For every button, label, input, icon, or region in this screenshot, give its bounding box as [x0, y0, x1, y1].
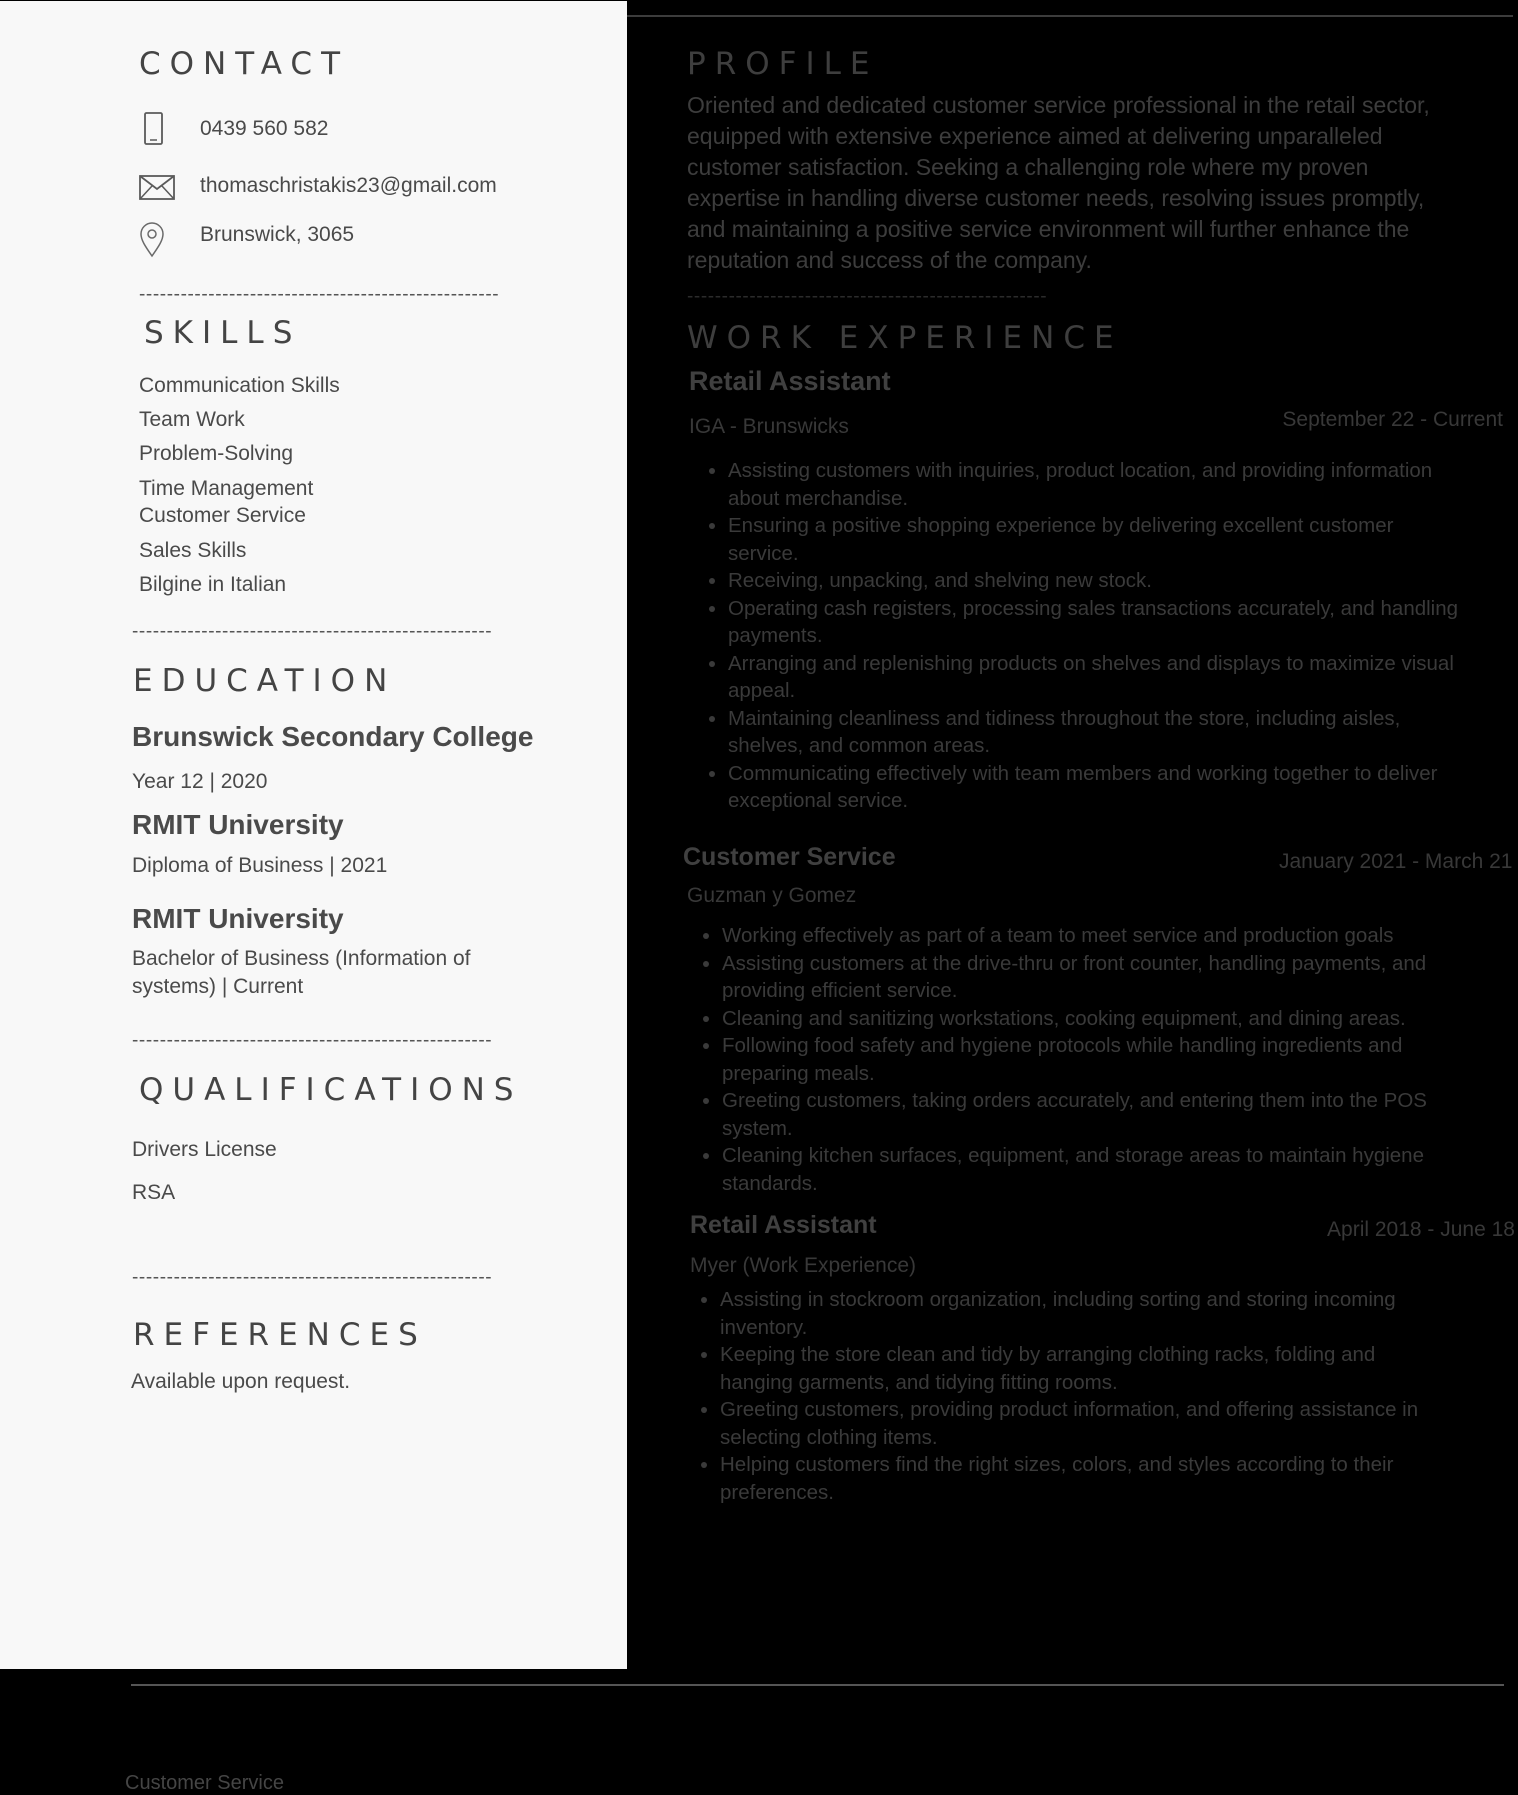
job-bullet: • Greeting customers, taking orders accurately, and entering them into the POS system. [722, 1087, 1518, 1142]
education-detail: Bachelor of Business (Information of [132, 947, 471, 970]
job-bullet: • Maintaining cleanliness and tidiness throughout the store, including aisles, shelves, and common areas. [728, 705, 1518, 760]
job-bullet: • Assisting customers with inquiries, product location, and providing information about merchandise. [728, 457, 1518, 512]
job-bullet: • Following food safety and hygiene protocols while handling ingredients and preparing meals. [722, 1032, 1518, 1087]
profile-heading: PROFILE [687, 46, 879, 82]
job-title: Customer Service [683, 843, 896, 871]
profile-line: and maintaining a positive service environment will further enhance the [687, 216, 1410, 242]
job-company: Myer (Work Experience) [690, 1254, 916, 1277]
job-bullets [688, 457, 1518, 815]
job-bullets [680, 1286, 1518, 1506]
job-dates: January 2021 - March 21 [1279, 850, 1513, 873]
job-dates: September 22 - Current [1282, 408, 1503, 431]
contact-heading: CONTACT [139, 46, 350, 82]
education-school: Brunswick Secondary College [132, 721, 534, 752]
qualification-item: Drivers License [132, 1138, 277, 1161]
job-bullet: • Assisting customers at the drive-thru or front counter, handling payments, and providing efficient service. [722, 950, 1518, 1005]
education-detail: Year 12 | 2020 [132, 770, 268, 793]
skills-heading: SKILLS [144, 315, 302, 351]
job-bullet: • Ensuring a positive shopping experience by delivering excellent customer service. [728, 512, 1518, 567]
footer-text: Customer Service [125, 1772, 284, 1794]
job-title: Retail Assistant [689, 366, 891, 396]
job-bullet: • Keeping the store clean and tidy by arranging clothing racks, folding and hanging garments, and tidying fitting rooms. [720, 1341, 1518, 1396]
skill-item: Communication Skills [139, 374, 340, 397]
job-bullet: • Greeting customers, providing product information, and offering assistance in selecting clothing items. [720, 1396, 1518, 1451]
qualification-item: RSA [132, 1181, 176, 1204]
profile-line: expertise in handling diverse customer needs, resolving issues promptly, [687, 185, 1425, 211]
job-bullet: • Assisting in stockroom organization, including sorting and storing incoming inventory. [720, 1286, 1518, 1341]
profile-divider: ---------------------------------------------------- [687, 286, 1048, 307]
job-company: Guzman y Gomez [687, 884, 857, 907]
education-school: RMIT University [132, 903, 344, 934]
skill-item: Customer Service [139, 504, 306, 527]
profile-summary [687, 90, 1507, 276]
education-divider: ---------------------------------------------------- [132, 1030, 493, 1051]
work-experience-heading: WORK EXPERIENCE [687, 320, 1123, 356]
skill-item: Time Management [139, 477, 314, 500]
qualifications-heading: QUALIFICATIONS [139, 1072, 523, 1108]
bottom-divider-line [131, 1684, 1504, 1686]
profile-line: customer satisfaction. Seeking a challenging role where my proven [687, 154, 1369, 180]
job-bullet: • Communicating effectively with team members and working together to deliver exceptional service. [728, 760, 1518, 815]
job-bullet: • Working effectively as part of a team to meet service and production goals [722, 922, 1518, 950]
job-bullet: • Operating cash registers, processing sales transactions accurately, and handling payments. [728, 595, 1518, 650]
job-bullet: • Helping customers find the right sizes, colors, and styles according to their preferences. [720, 1451, 1518, 1506]
skill-item: Team Work [139, 408, 245, 431]
contact-divider: ---------------------------------------------------- [139, 284, 500, 305]
skills-divider: ---------------------------------------------------- [132, 621, 493, 642]
profile-line: reputation and success of the company. [687, 247, 1092, 273]
references-heading: REFERENCES [133, 1317, 427, 1353]
education-school: RMIT University [132, 809, 344, 840]
education-detail: systems) | Current [132, 975, 304, 998]
skill-item: Bilgine in Italian [139, 573, 287, 596]
education-detail: Diploma of Business | 2021 [132, 854, 388, 877]
references-text: Available upon request. [131, 1370, 351, 1393]
profile-line: equipped with extensive experience aimed at delivering unparalleled [687, 123, 1383, 149]
skill-item: Sales Skills [139, 539, 247, 562]
skill-item: Problem-Solving [139, 442, 294, 465]
email-icon [138, 174, 176, 201]
top-divider-line [627, 15, 1513, 17]
job-bullets [682, 922, 1518, 1197]
qualifications-divider: ---------------------------------------------------- [132, 1267, 493, 1288]
contact-phone: 0439 560 582 [200, 117, 329, 140]
job-bullet: • Cleaning kitchen surfaces, equipment, and storage areas to maintain hygiene standards. [722, 1142, 1518, 1197]
contact-location: Brunswick, 3065 [200, 223, 355, 246]
job-bullet: • Arranging and replenishing products on shelves and displays to maximize visual appeal. [728, 650, 1518, 705]
job-bullet: • Cleaning and sanitizing workstations, cooking equipment, and dining areas. [722, 1005, 1518, 1033]
contact-email: thomaschristakis23@gmail.com [200, 174, 497, 197]
job-bullet: • Receiving, unpacking, and shelving new stock. [728, 567, 1518, 595]
job-company: IGA - Brunswicks [689, 415, 849, 438]
job-dates: April 2018 - June 18 [1327, 1218, 1515, 1241]
location-pin-icon [139, 222, 165, 258]
education-heading: EDUCATION [133, 663, 397, 699]
profile-line: Oriented and dedicated customer service professional in the retail sector, [687, 92, 1430, 118]
job-title: Retail Assistant [690, 1211, 877, 1239]
phone-icon [142, 111, 166, 147]
